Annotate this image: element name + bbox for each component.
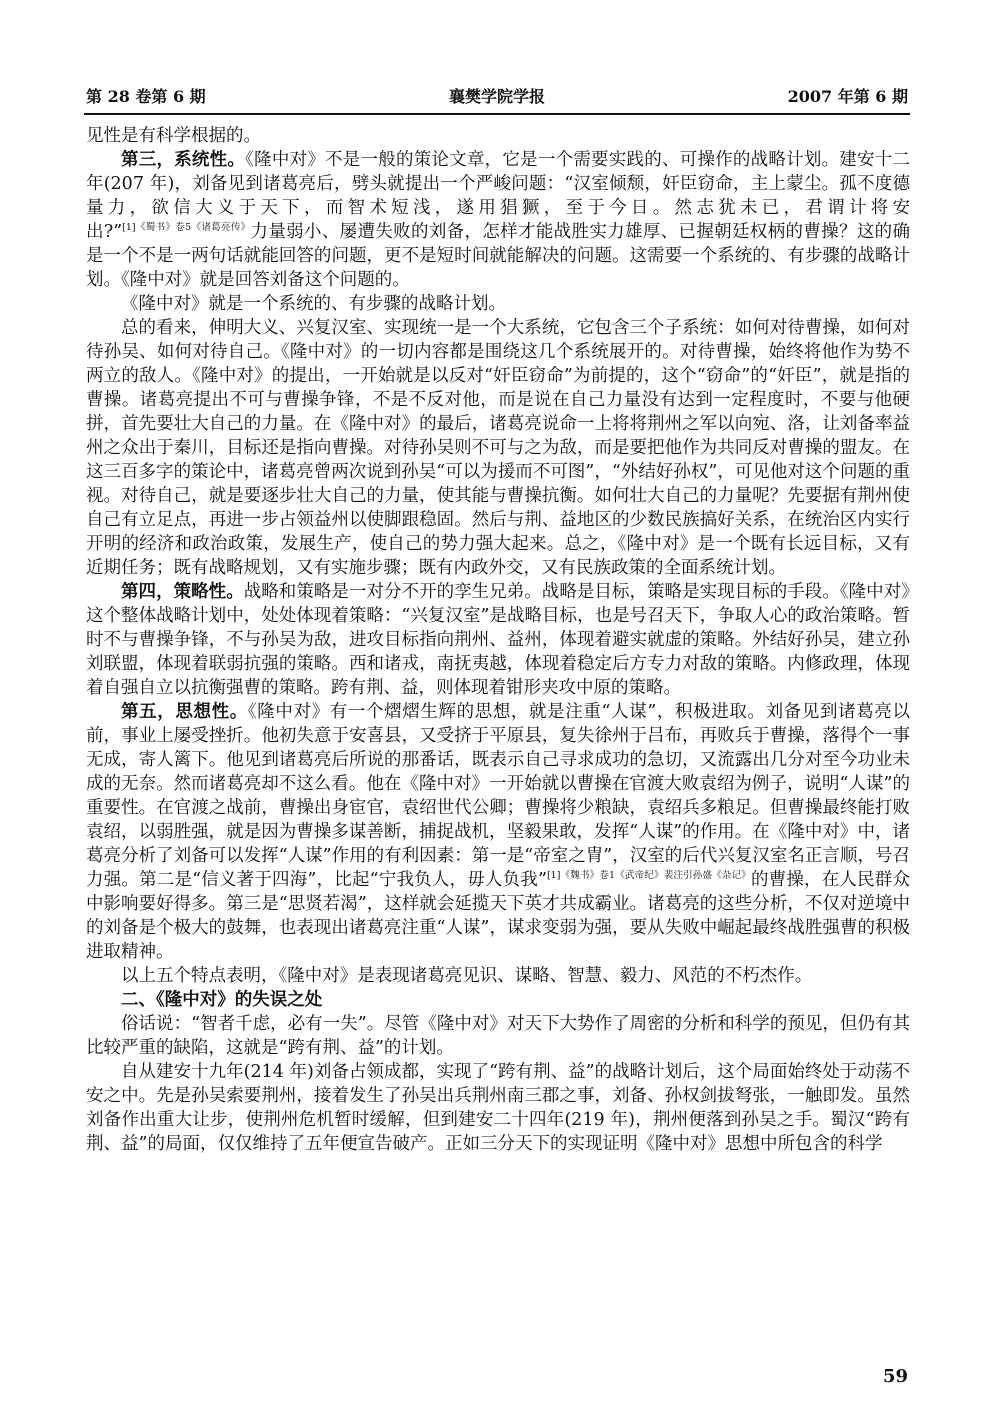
citation-superscript: [1]《蜀书》卷5《诸葛亮传》 (122, 222, 251, 234)
paragraph-text: 《隆中对》有一个熠熠生辉的思想，就是注重“人谋”，积极进取。刘备见到诸葛亮以前，事业上屡受挫折。他初失意于安喜县，又受挤于平原县，复失徐州于吕布，再败兵于曹操，落得个一事无成，寄人篱下。他见到诸葛亮后所说的那番话，既表示自己寻求成功的急切，又流露出几分对至今功业未成的无奈。然而诸葛亮却不这么看。他在《隆中对》一开始就以曹操在官渡大败袁绍为例子，说明“人谋”的重要性。在官渡之战前，曹操出身宦官，袁绍世代公卿；曹操将少粮缺，袁绍兵多粮足。但曹操最终能打败袁绍，以弱胜强，就是因为曹操多谋善断，捕捉战机，坚毅果敢，发挥“人谋”的作用。在《隆中对》中，诸葛亮分析了刘备可以发挥“人谋”作用的有利因素：第一是“帝室之胄”，汉室的后代兴复汉室名正言顺，号召力强。第二是“信义著于四海”，比起“宁我负人，毋人负我” (86, 702, 911, 890)
citation-superscript: [1]《魏书》卷1《武帝纪》裴注引孙盛《杂记》 (546, 870, 751, 882)
header-volume-issue: 第 28 卷第 6 期 (86, 87, 206, 106)
paragraph-summary: 以上五个特点表明，《隆中对》是表现诸葛亮见识、谋略、智慧、毅力、风范的不朽杰作。 (121, 966, 813, 986)
paragraph-lead: 第四，策略性。 (121, 582, 244, 602)
paragraph-text: 《隆中对》不是一般的策论文章，它是一个需要实践的、可操作的战略计划。建安十二年(207 年)，刘备见到诸葛亮后，劈头就提出一个严峻问题：“汉室倾颓，奸臣窃命，主上蒙尘。孤不度德量力，欲信大义于天下，而智术短浅，遂用猖獗，至于今日。然志犹未已，君谓计将安出?” (86, 150, 911, 242)
header-journal-title: 襄樊学院学报 (448, 87, 545, 106)
paragraph-systematic (86, 148, 910, 292)
running-header (86, 86, 908, 108)
paragraph-proverb: 俗话说：“智者千虑，必有一失”。尽管《隆中对》对天下大势作了周密的分析和科学的预见，但仍有其比较严重的缺陷，这就是“跨有荆、益”的计划。 (86, 1014, 910, 1058)
article-body (86, 124, 910, 1156)
paragraph-ideological (86, 700, 910, 964)
header-rule (84, 113, 910, 115)
paragraph-text: 力量弱小、屡遭失败的刘备，怎样才能战胜实力雄厚、已握朝廷权柄的曹操？这的确是一个不是一两句话就能回答的问题，更不是短时间就能解决的问题。这需要一个系统的、有步骤的战略计划。《隆中对》就是回答刘备这个问题的。 (86, 222, 910, 290)
paragraph-strategic (86, 580, 910, 700)
paragraph-lead: 第五，思想性。 (121, 702, 248, 722)
header-year-issue: 2007 年第 6 期 (787, 87, 908, 106)
paragraph-text: 战略和策略是一对分不开的孪生兄弟。战略是目标，策略是实现目标的手段。《隆中对》这个整体战略计划中，处处体现着策略：“兴复汉室”是战略目标，也是号召天下，争取人心的政治策略。暂时不与曹操争锋，不与孙吴为敌，进攻目标指向荆州、益州，体现着避实就虚的策略。外结好孙吴，建立孙刘联盟，体现着联弱抗强的策略。西和诸戎，南抚夷越，体现着稳定后方专力对敌的策略。内修政理，体现着自强自立以抗衡强曹的策略。跨有荆、益，则体现着钳形夹攻中原的策略。 (86, 582, 910, 698)
section-heading: 二、《隆中对》的失误之处 (121, 990, 323, 1010)
paragraph-continuation: 见性是有科学根据的。 (86, 126, 261, 146)
page-number: 59 (882, 1366, 908, 1387)
paragraph-lead: 第三，系统性。 (121, 150, 246, 170)
paragraph-thesis: 《隆中对》就是一个系统的、有步骤的战略计划。 (121, 294, 506, 314)
paragraph-subsystems: 总的看来，伸明大义、兴复汉室、实现统一是一个大系统，它包含三个子系统：如何对待曹操，如何对待孙吴、如何对待自己。《隆中对》的一切内容都是围绕这几个系统展开的。对待曹操，始终将他作为势不两立的敌人。《隆中对》的提出，一开始就是以反对“奸臣窃命”为前提的，这个“窃命”的“奸臣”，就是指的曹操。诸葛亮提出不可与曹操争锋，不是不反对他，而是说在自己力量没有达到一定程度时，不要与他硬拼，首先要壮大自己的力量。在《隆中对》的最后，诸葛亮说命一上将将荆州之军以向宛、洛，让刘备率益州之众出于秦川，目标还是指向曹操。对待孙吴则不可与之为敌，而是要把他作为共同反对曹操的盟友。在这三百多字的策论中，诸葛亮曾两次说到孙吴“可以为援而不可图”，“外结好孙权”，可见他对这个问题的重视。对待自己，就是要逐步壮大自己的力量，使其能与曹操抗衡。如何壮大自己的力量呢？先要据有荆州使自己有立足点，再进一步占领益州以使脚跟稳固。然后与荆、益地区的少数民族搞好关系，在统治区内实行开明的经济和政治政策，发展生产，使自己的势力强大起来。总之，《隆中对》是一个既有长远目标，又有近期任务；既有战略规划，又有实施步骤；既有内政外交，又有民族政策的全面系统计划。 (86, 318, 910, 578)
paragraph-text: 的曹操，在人民群众中影响要好得多。第三是“思贤若渴”，这样就会延揽天下英才共成霸业。诸葛亮的这些分析，不仅对逆境中的刘备是个极大的鼓舞，也表现出诸葛亮注重“人谋”，谋求变弱为强，要从失败中崛起最终战胜强曹的积极进取精神。 (86, 870, 910, 962)
paragraph-jing-yi: 自从建安十九年(214 年)刘备占领成都，实现了“跨有荆、益”的战略计划后，这个局面始终处于动荡不安之中。先是孙吴索要荆州，接着发生了孙吴出兵荆州南三郡之事，刘备、孙权剑拔弩张，一触即发。虽然刘备作出重大让步，使荆州危机暂时缓解，但到建安二十四年(219 年)，荆州便落到孙吴之手。蜀汉“跨有荆、益”的局面，仅仅维持了五年便宣告破产。正如三分天下的实现证明《隆中对》思想中所包含的科学 (86, 1062, 910, 1154)
